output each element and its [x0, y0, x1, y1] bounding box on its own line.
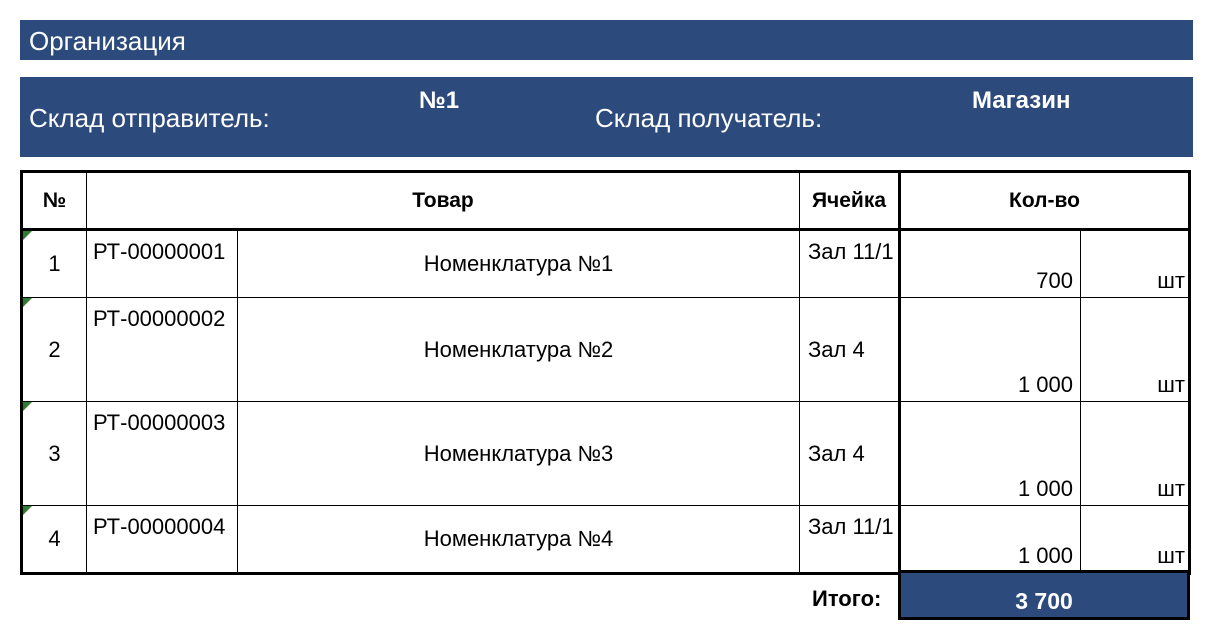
row-number: 2 — [48, 336, 61, 362]
quantity: 1 000 — [900, 506, 1081, 574]
warehouse-header — [20, 77, 1193, 157]
column-header-product: Товар — [87, 172, 800, 230]
column-header-num: № — [22, 172, 87, 230]
unit: шт — [1081, 298, 1190, 402]
goods-table — [20, 170, 1191, 575]
total-value-box — [898, 570, 1190, 620]
product-code: РТ-00000004 — [87, 506, 238, 574]
table-row — [22, 402, 1190, 506]
row-number-cell — [22, 298, 87, 402]
organization-header — [20, 20, 1193, 60]
total-value: 3 700 — [1015, 588, 1073, 614]
row-number-cell — [22, 230, 87, 298]
total-label: Итого: — [812, 586, 882, 611]
row-number: 1 — [48, 251, 61, 276]
product-code: РТ-00000003 — [87, 402, 238, 506]
comment-marker-icon — [23, 298, 32, 307]
unit: шт — [1081, 230, 1190, 298]
comment-marker-icon — [23, 402, 32, 411]
table-row — [22, 506, 1190, 574]
column-header-qty: Кол-во — [900, 172, 1190, 230]
receiver-warehouse-value: Магазин — [972, 87, 1071, 114]
storage-cell: Зал 11/1 — [800, 230, 900, 298]
row-number: 3 — [48, 440, 61, 466]
column-header-cell: Ячейка — [800, 172, 900, 230]
table-row — [22, 298, 1190, 402]
storage-cell: Зал 4 — [800, 298, 900, 402]
product-name: Номенклатура №1 — [238, 230, 800, 298]
quantity: 1 000 — [900, 402, 1081, 506]
product-code: РТ-00000001 — [87, 230, 238, 298]
row-number-cell — [22, 402, 87, 506]
receiver-warehouse-label: Склад получатель: — [595, 103, 823, 133]
product-code: РТ-00000002 — [87, 298, 238, 402]
storage-cell: Зал 11/1 — [800, 506, 900, 574]
unit: шт — [1081, 402, 1190, 506]
row-number: 4 — [48, 526, 61, 551]
product-name: Номенклатура №2 — [238, 298, 800, 402]
sender-warehouse-label: Склад отправитель: — [29, 103, 270, 133]
product-name: Номенклатура №4 — [238, 506, 800, 574]
organization-label: Организация — [29, 26, 186, 56]
row-number-cell — [22, 506, 87, 574]
quantity: 700 — [900, 230, 1081, 298]
table-row — [22, 230, 1190, 298]
quantity: 1 000 — [900, 298, 1081, 402]
sender-warehouse-value: №1 — [419, 87, 460, 114]
product-name: Номенклатура №3 — [238, 402, 800, 506]
comment-marker-icon — [23, 231, 32, 240]
unit: шт — [1081, 506, 1190, 574]
storage-cell: Зал 4 — [800, 402, 900, 506]
comment-marker-icon — [23, 506, 32, 515]
table-header-row — [22, 172, 1190, 230]
